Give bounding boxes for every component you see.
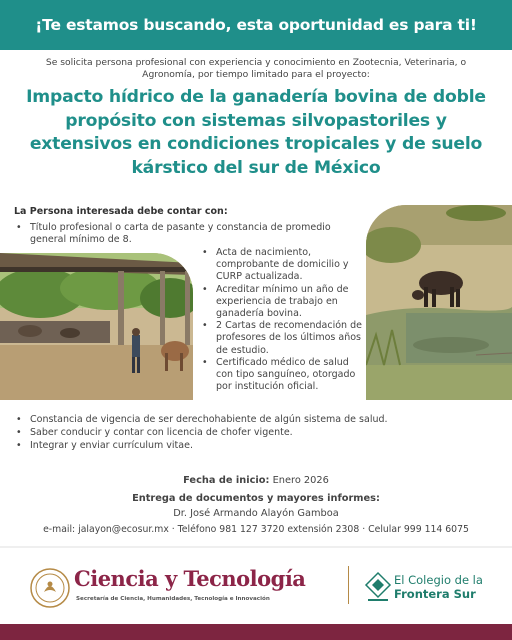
intro-text: Se solicita persona profesional con experiencia y conocimiento en Zootecnia, Veterinaria, o Agronomía, por tiempo limitado para el proyecto: [45, 57, 467, 80]
start-date [0, 475, 512, 486]
requirement-item: • Constancia de vigencia de ser derechohabiente de algún sistema de salud. [14, 413, 494, 426]
mexico-seal-icon [30, 568, 70, 608]
requirement-item: • Acreditar mínimo un año de experiencia de trabajo en ganadería bovina. [200, 284, 365, 321]
requirements-heading: La Persona interesada debe contar con: [14, 206, 228, 217]
requirements-list-top [14, 222, 364, 246]
bull-waterhole-photo [366, 205, 512, 400]
contact-info: e-mail: jalayon@ecosur.mx · Teléfono 981 127 3720 extensión 2308 · Celular 999 114 6075 [43, 524, 469, 535]
header-banner: ¡Te estamos buscando, esta oportunidad es para ti! [0, 0, 512, 50]
ecosur-name-line2: Frontera Sur [394, 587, 476, 601]
requirement-item: • Saber conducir y contar con licencia de chofer vigente. [14, 426, 494, 439]
ecosur-logo-icon [364, 571, 392, 603]
requirements-list-middle [200, 247, 365, 393]
requirements-list-bottom [14, 413, 494, 452]
requirement-item: • Acta de nacimiento, comprobante de domicilio y CURP actualizada. [200, 247, 365, 284]
ecosur-name-line1: El Colegio de la [394, 573, 483, 587]
start-date-label: Fecha de inicio: [183, 475, 270, 486]
contact-name: Dr. José Armando Alayón Gamboa [173, 508, 339, 519]
requirement-item: • 2 Cartas de recomendación de profesores de los últimos años de estudio. [200, 320, 365, 357]
requirement-item: • Integrar y enviar currículum vitae. [14, 439, 494, 452]
requirement-item: • Título profesional o carta de pasante y constancia de promedio general mínimo de 8. [14, 222, 364, 246]
delivery-heading: Entrega de documentos y mayores informes: [132, 493, 380, 504]
barn-scene-graphic [0, 253, 193, 400]
ciencia-tecnologia-logo-text: Ciencia y Tecnología [74, 566, 306, 591]
secretaria-subtitle: Secretaría de Ciencia, Humanidades, Tecnología e Innovación [76, 596, 270, 602]
bottom-color-bar [0, 624, 512, 640]
project-title: Impacto hídrico de la ganadería bovina de doble propósito con sistemas silvopastoriles y extensivos en condiciones tropicales y de suelo kárstico del sur de México [26, 87, 486, 178]
waterhole-scene-graphic [366, 205, 512, 400]
footer-divider [348, 566, 349, 604]
cattle-barn-photo [0, 253, 193, 400]
start-date-value: Enero 2026 [272, 475, 329, 486]
requirement-item: • Certificado médico de salud con tipo sanguíneo, otorgado por institución oficial. [200, 357, 365, 394]
